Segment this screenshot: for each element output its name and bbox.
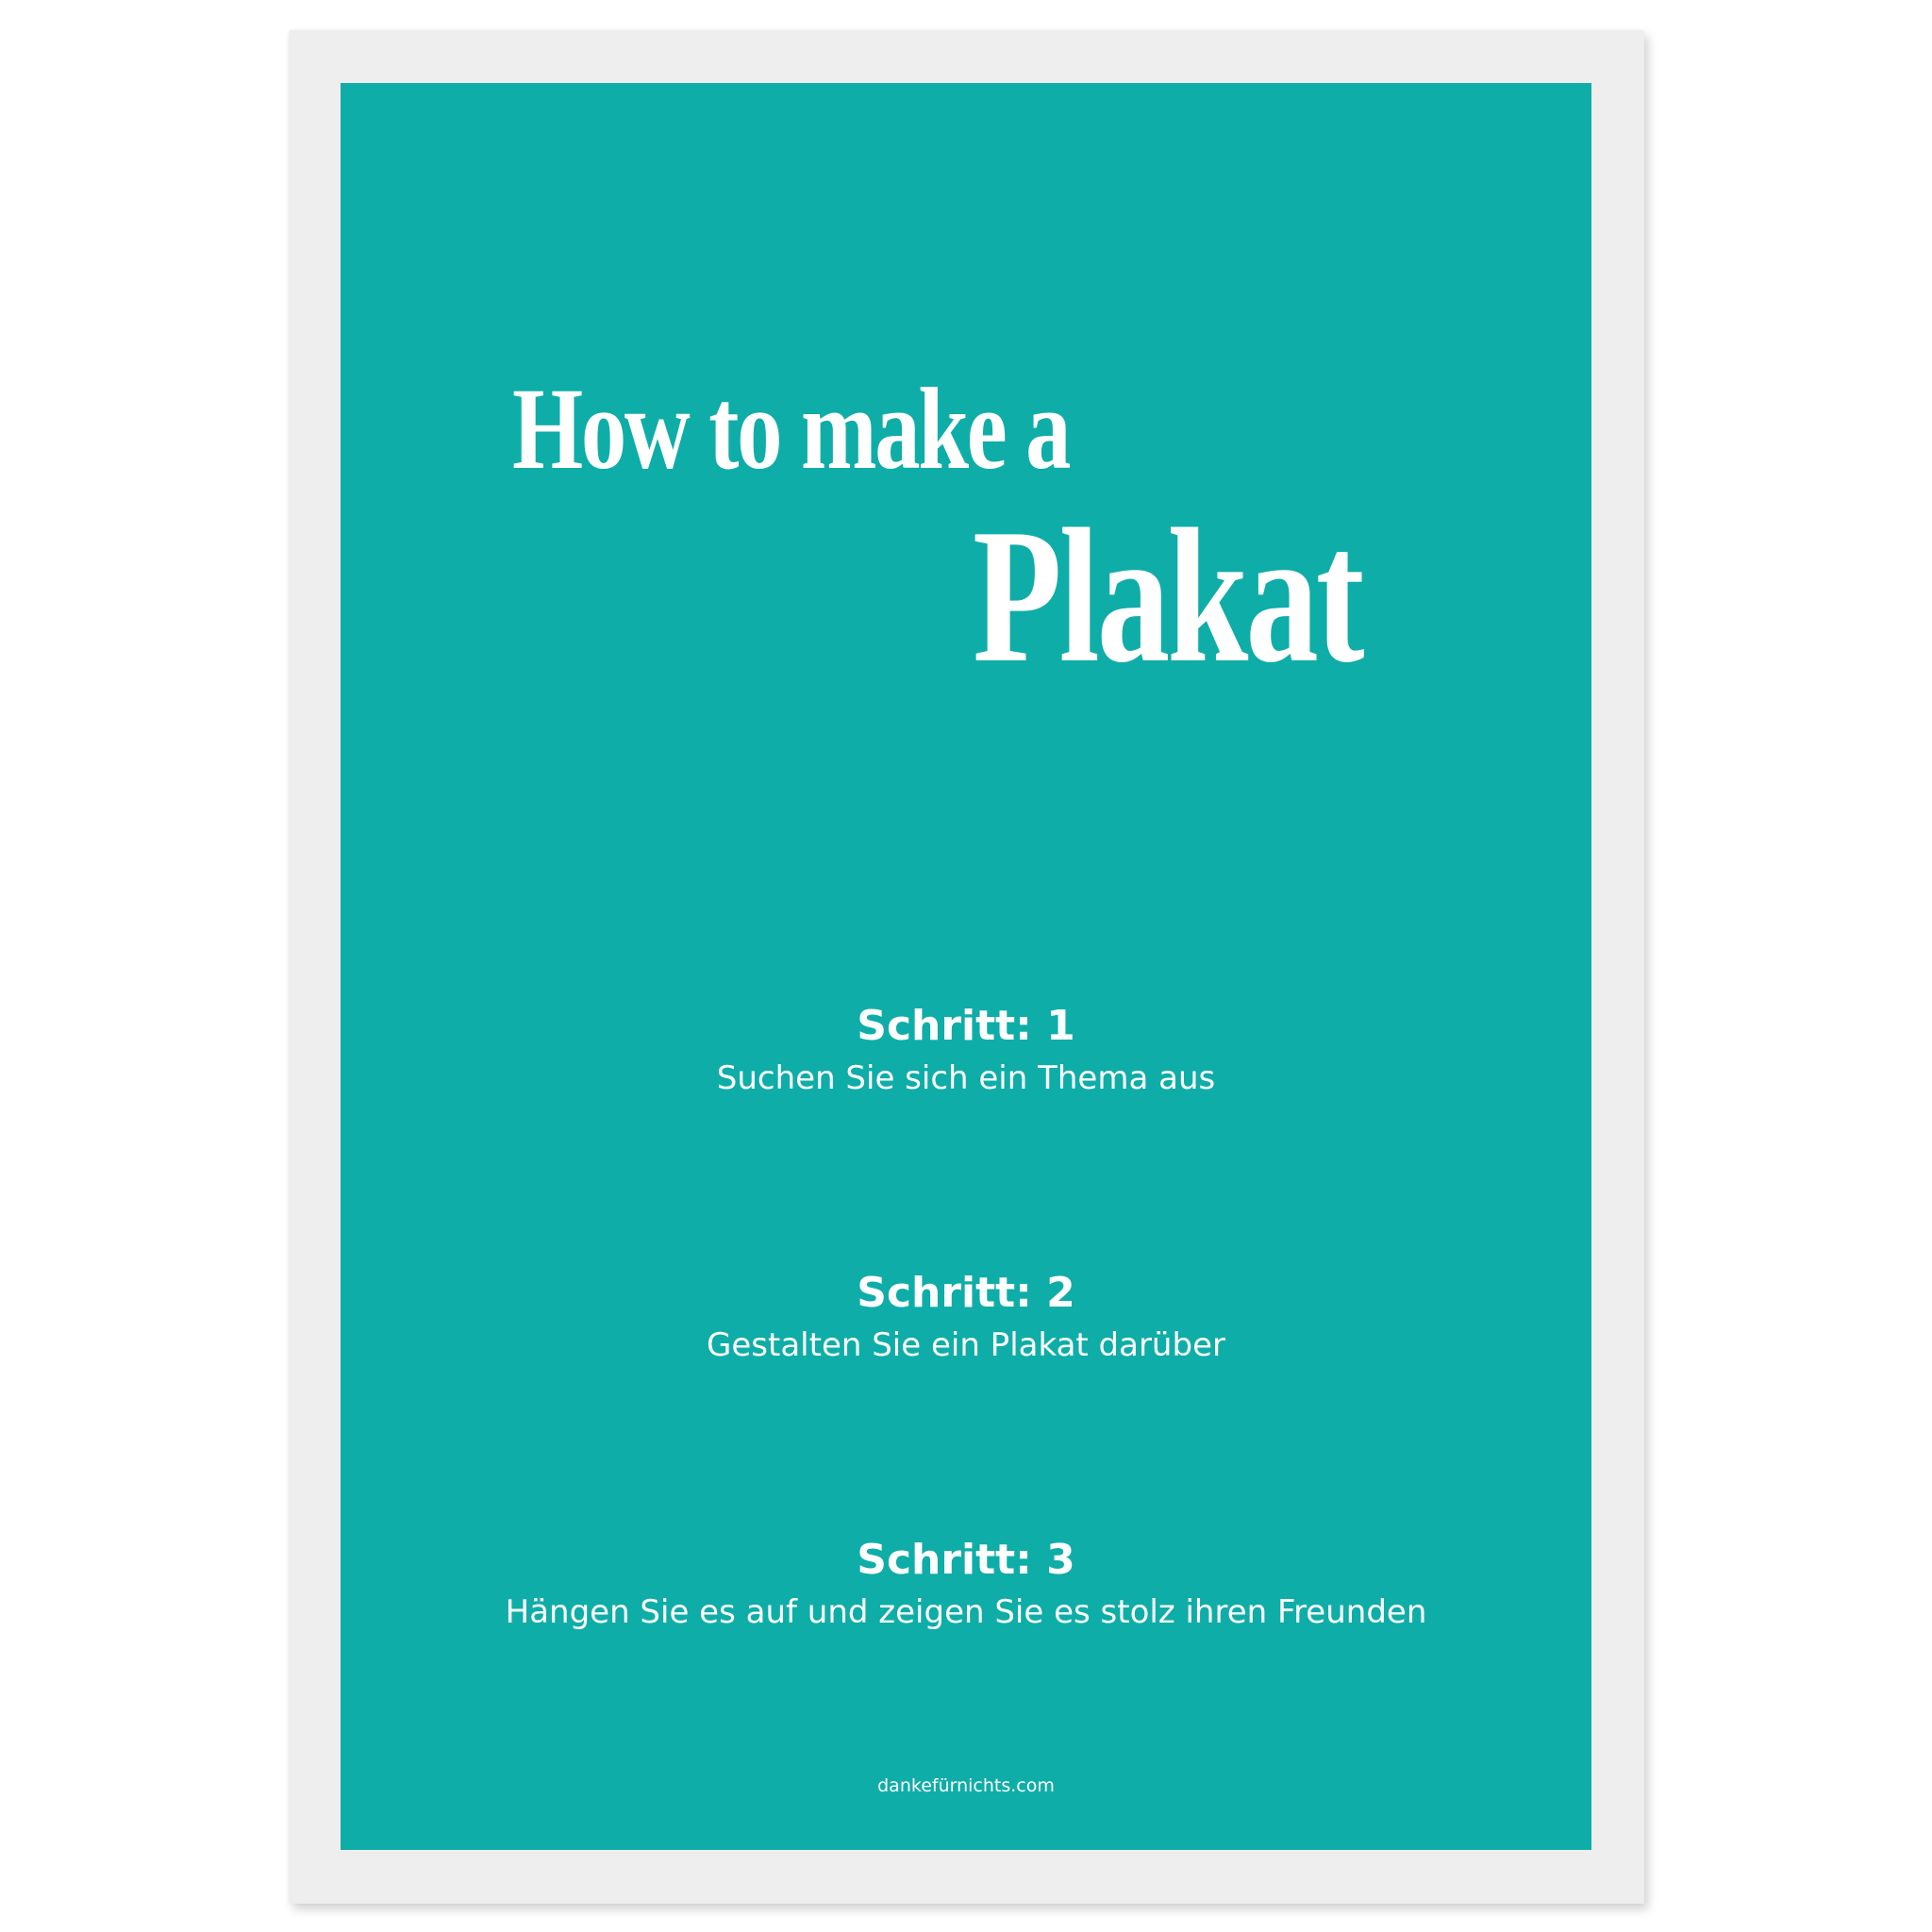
headline-line-1: How to make a (512, 364, 1070, 493)
footer-website: dankefürnichts.com (877, 1775, 1055, 1796)
step-3-title: Schritt: 3 (857, 1536, 1075, 1584)
step-1-title: Schritt: 1 (857, 1002, 1075, 1050)
step-3 (341, 1534, 1591, 1636)
step-2 (341, 1267, 1591, 1369)
step-2-description: Gestalten Sie ein Plakat darüber (707, 1326, 1225, 1364)
poster (341, 83, 1591, 1850)
step-3-description: Hängen Sie es auf und zeigen Sie es stolz ihren Freunden (505, 1593, 1427, 1631)
step-1 (341, 1000, 1591, 1102)
headline-line-2: Plakat (973, 490, 1362, 703)
step-2-title: Schritt: 2 (857, 1269, 1075, 1317)
step-1-description: Suchen Sie sich ein Thema aus (716, 1059, 1216, 1097)
